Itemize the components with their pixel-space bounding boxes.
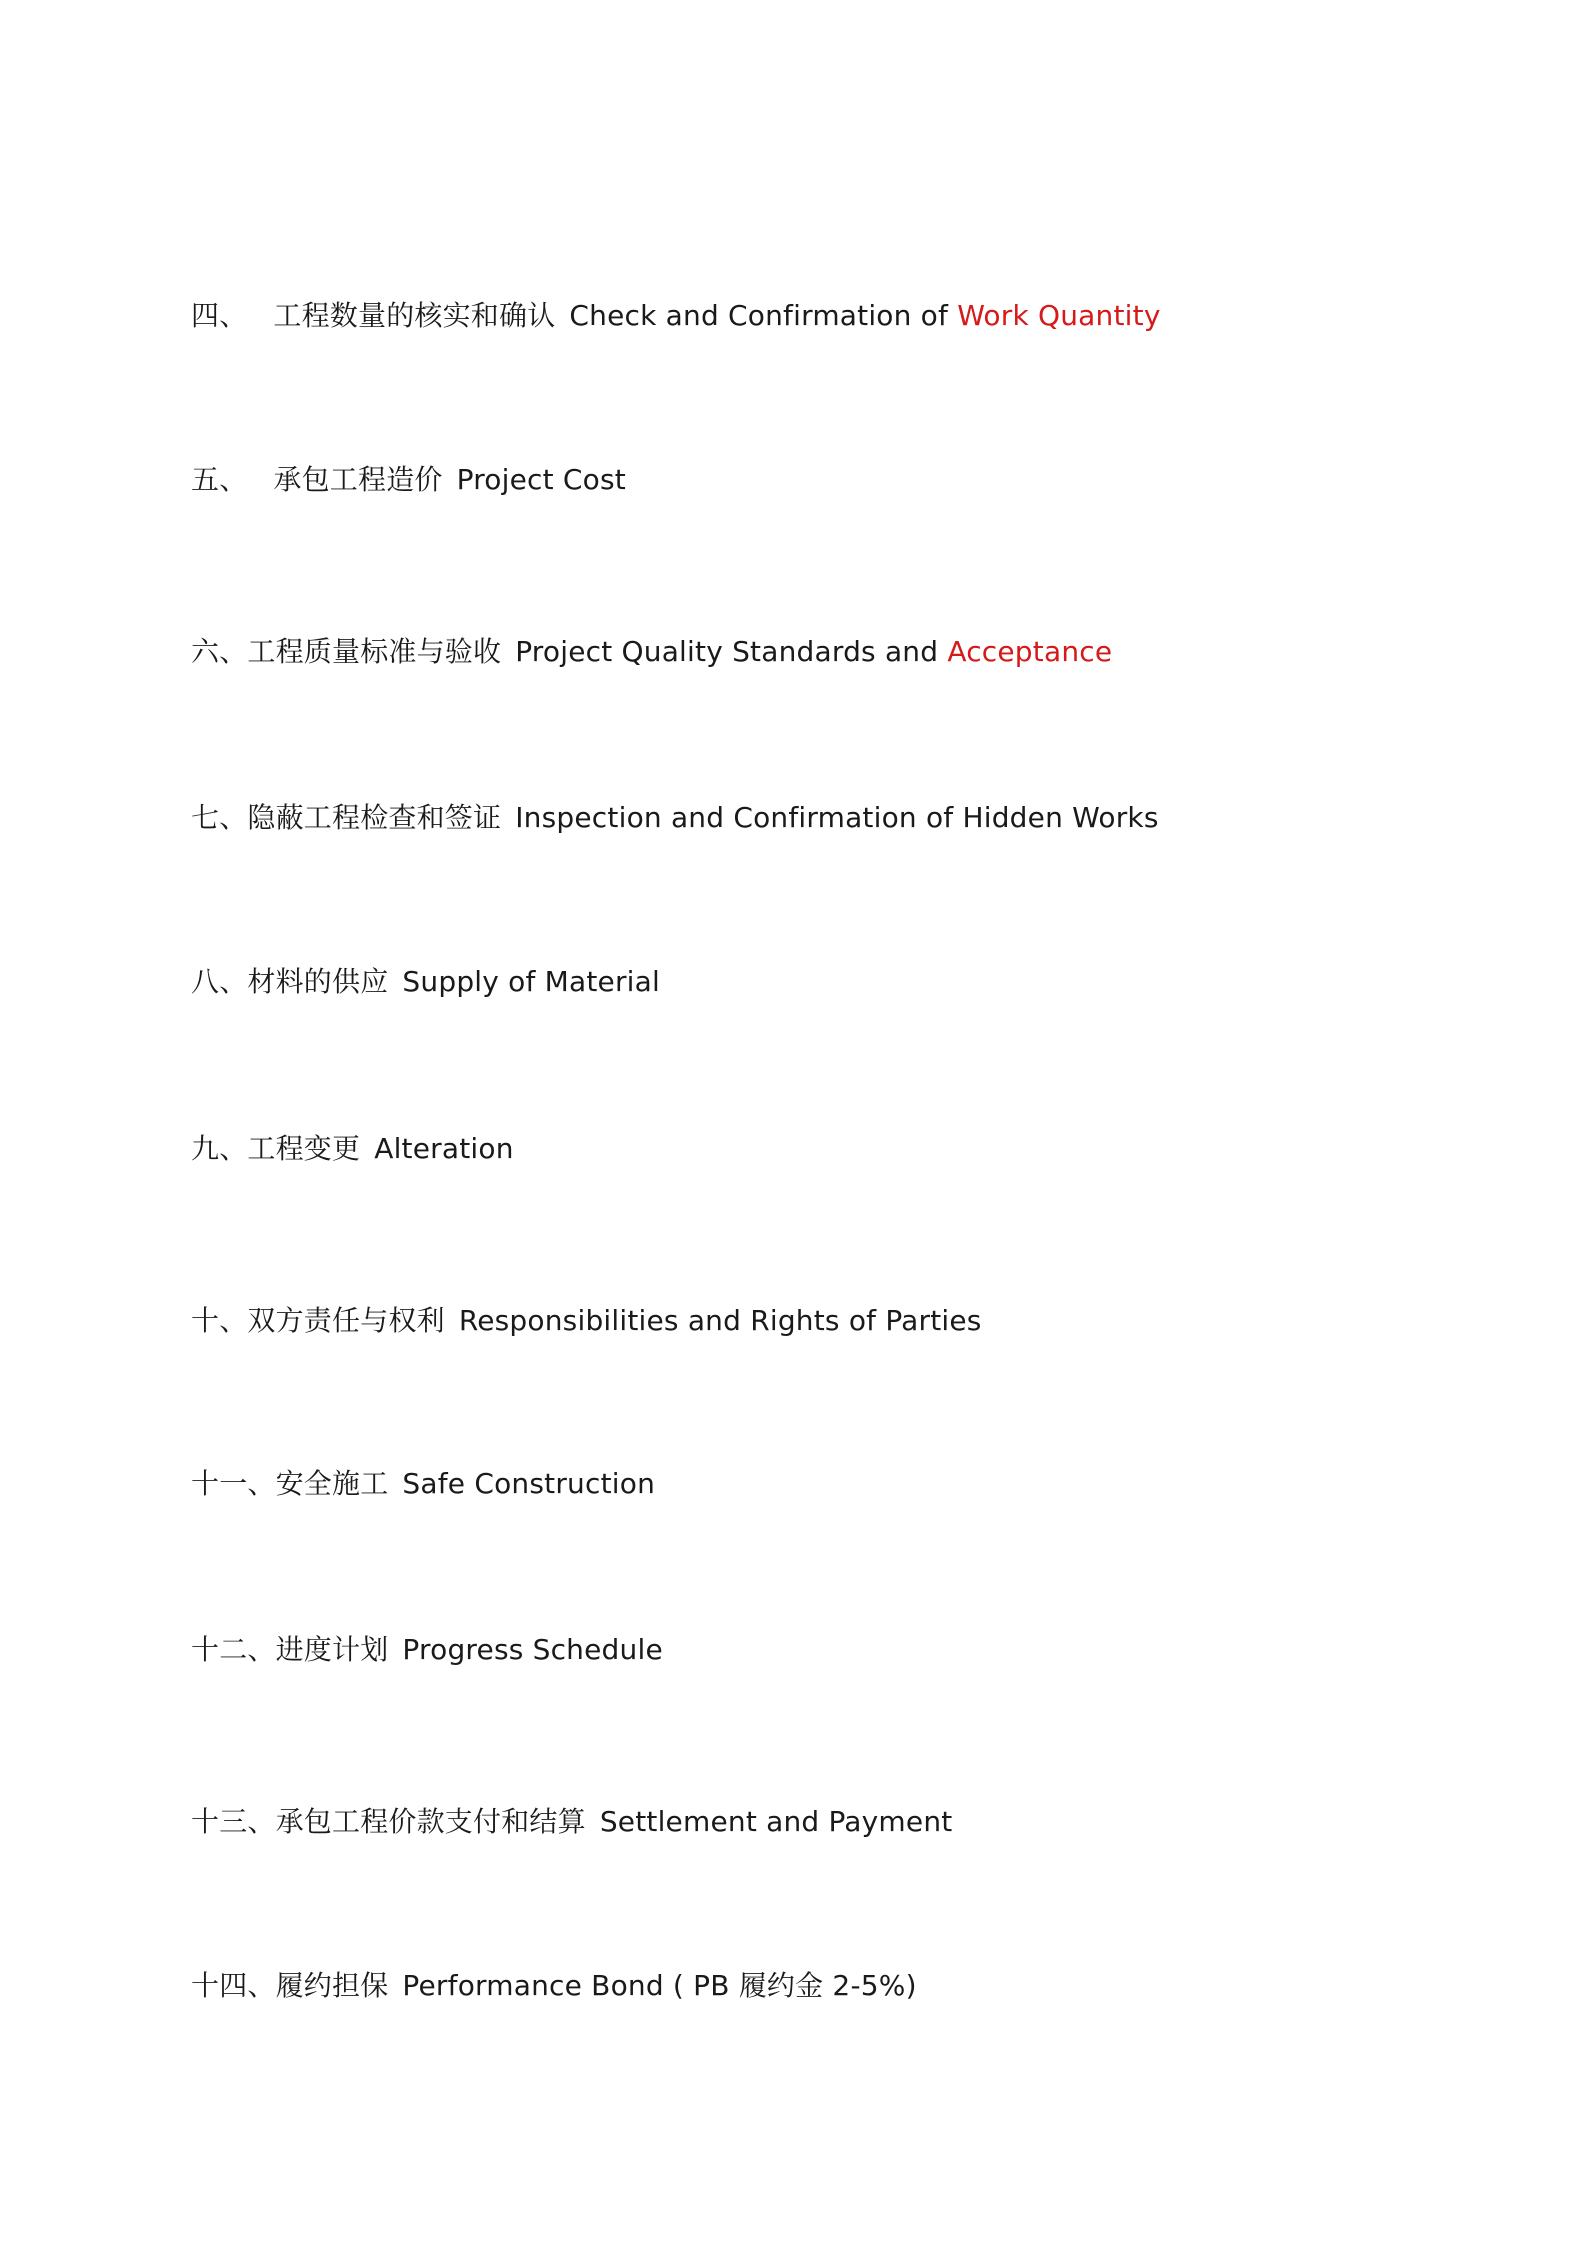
clause-title-zh: 承包工程造价 xyxy=(273,463,443,496)
clause-title-en: Settlement and Payment xyxy=(599,1805,953,1838)
clause-number: 六、 xyxy=(191,635,248,668)
clause-number: 十一、 xyxy=(191,1467,276,1500)
clause-heading-11 xyxy=(191,1464,655,1504)
clause-title-en: Alteration xyxy=(374,1132,514,1165)
clause-title-en: Supply of Material xyxy=(402,965,660,998)
clause-heading-7 xyxy=(191,798,1159,838)
clause-title-en: Progress Schedule xyxy=(402,1633,663,1666)
clause-title-en-highlight: Work Quantity xyxy=(957,299,1161,332)
clause-number: 八、 xyxy=(191,965,248,998)
clause-title-zh: 材料的供应 xyxy=(247,965,389,998)
clause-heading-5 xyxy=(191,460,626,500)
clause-heading-6 xyxy=(191,632,1112,672)
clause-title-zh: 承包工程价款支付和结算 xyxy=(275,1805,586,1838)
clause-number: 七、 xyxy=(191,801,248,834)
clause-title-zh: 履约担保 xyxy=(275,1969,389,2002)
clause-title-en: Safe Construction xyxy=(402,1467,656,1500)
clause-heading-10 xyxy=(191,1301,982,1341)
clause-heading-12 xyxy=(191,1630,663,1670)
clause-number: 十四、 xyxy=(191,1969,276,2002)
clause-number: 十、 xyxy=(191,1304,248,1337)
clause-number: 十三、 xyxy=(191,1805,276,1838)
clause-number: 十二、 xyxy=(191,1633,276,1666)
clause-heading-9 xyxy=(191,1129,514,1169)
clause-title-en: Inspection and Confirmation of Hidden Works xyxy=(515,801,1159,834)
clause-number: 四、 xyxy=(191,299,248,332)
clause-heading-13 xyxy=(191,1802,952,1842)
clause-title-en: Check and Confirmation of xyxy=(569,299,949,332)
clause-heading-8 xyxy=(191,962,660,1002)
clause-number: 九、 xyxy=(191,1132,248,1165)
clause-title-zh: 工程变更 xyxy=(247,1132,361,1165)
clause-title-en: Project Cost xyxy=(456,463,626,496)
clause-title-zh: 安全施工 xyxy=(275,1467,389,1500)
clause-number: 五、 xyxy=(191,463,248,496)
clause-title-zh: 工程质量标准与验收 xyxy=(247,635,502,668)
clause-title-zh: 双方责任与权利 xyxy=(247,1304,445,1337)
clause-title-en: Responsibilities and Rights of Parties xyxy=(458,1304,982,1337)
clause-title-zh: 工程数量的核实和确认 xyxy=(273,299,556,332)
clause-heading-4 xyxy=(191,296,1161,336)
clause-title-en-highlight: Acceptance xyxy=(947,635,1113,668)
clause-title-en: Project Quality Standards and xyxy=(515,635,939,668)
clause-title-zh: 隐蔽工程检查和签证 xyxy=(247,801,502,834)
clause-title-en: Performance Bond ( PB 履约金 2-5%) xyxy=(402,1969,917,2002)
clause-title-zh: 进度计划 xyxy=(275,1633,389,1666)
clause-heading-14 xyxy=(191,1966,917,2006)
